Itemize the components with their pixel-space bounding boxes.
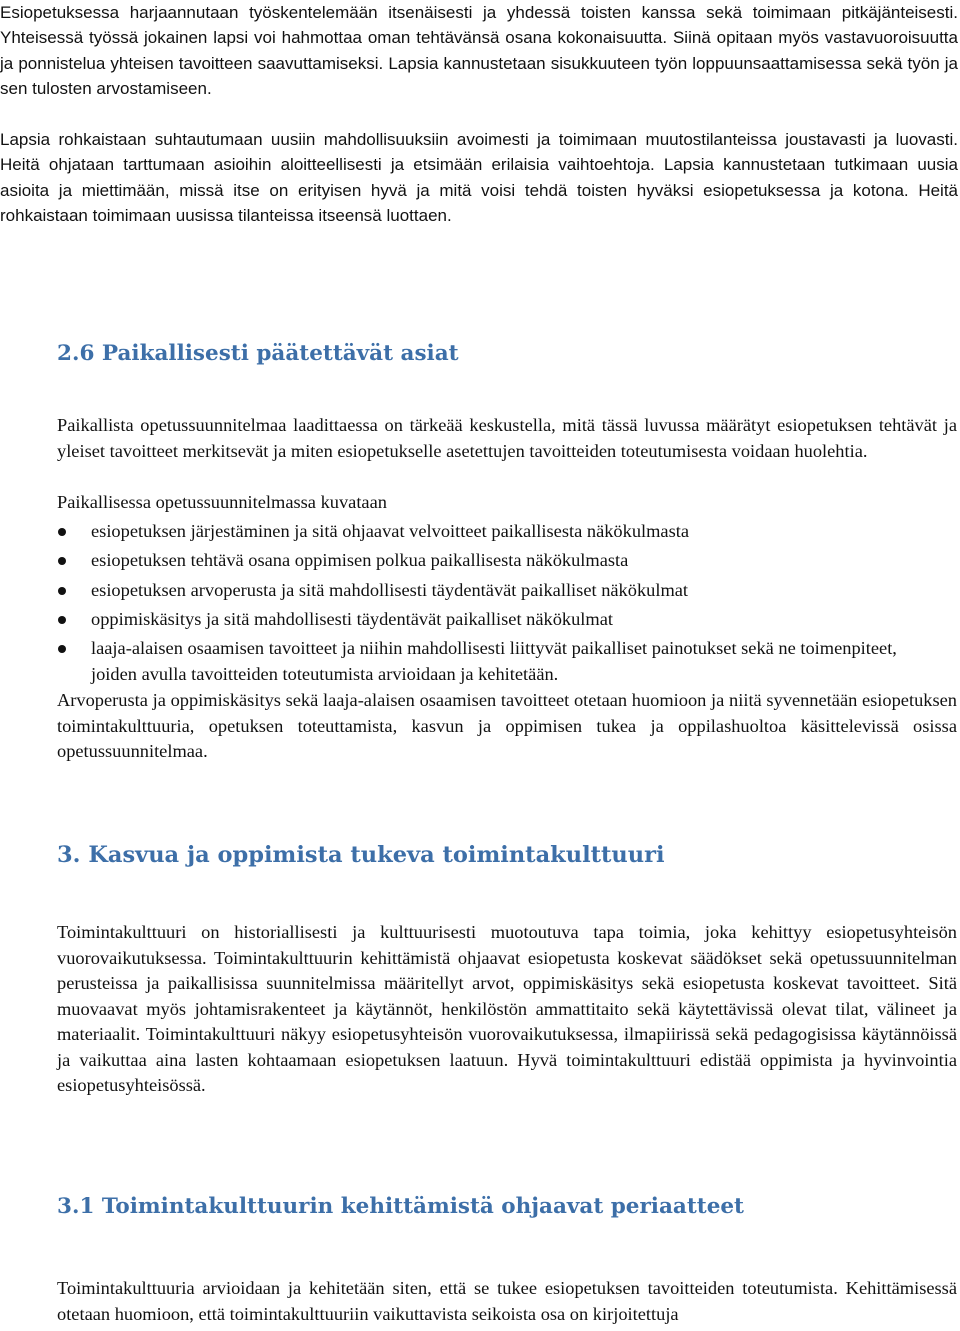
section-heading-3-1: 3.1 Toimintakulttuurin kehittämistä ohjaavat periaatteet — [57, 1194, 744, 1219]
paragraph-working-together: Esiopetuksessa harjaannutaan työskentelemään itsenäisesti ja yhdessä toisten kanssa sekä toimimaan pitkäjänteisesti. Yhteisessä työssä jokainen lapsi voi hahmottaa oman tehtävänsä osana kokonaisuutta. Siinä opitaan myös vastavuoroisuutta ja ponnistelua yhteisen tavoitteen saavuttamiseksi. Lapsia kannustetaan sisukkuuteen työn loppuunsaattamisessa sekä työn ja sen tulosten arvostamiseen. — [0, 3, 958, 98]
section-heading-2-6: 2.6 Paikallisesti päätettävät asiat — [57, 341, 459, 366]
bullet-icon — [58, 557, 66, 565]
list-item: laaja-alaisen osaamisen tavoitteet ja niihin mahdollisesti liittyvät paikalliset painotukset sekä ne toimenpiteet, joiden avulla tavoitteiden toteutumista arvioidaan ja kehitetään. — [57, 636, 947, 687]
paragraph-local-curriculum: Paikallista opetussuunnitelmaa laadittaessa on tärkeää keskustella, mitä tässä luvussa määrätyt esiopetuksen tehtävät ja yleiset tavoitteet merkitsevät ja miten esiopetukselle asetettujen tavoitteiden toteutumisesta voidaan huolehtia. — [57, 415, 957, 461]
bullet-icon — [58, 645, 66, 653]
paragraph-new-opportunities: Lapsia rohkaistaan suhtautumaan uusiin mahdollisuuksiin avoimesti ja toimimaan muutostilanteissa joustavasti ja luovasti. Heitä ohjataan tarttumaan asioihin aloitteellisesti ja etsimään erilaisia vaihtoehtoja. Lapsia kannustetaan tutkimaan uusia asioita ja miettimään, missä itse on erityisen hyvä ja mitä voisi tehdä toisten hyväksi esiopetuksessa ja kotona. Heitä rohkaistaan toimimaan uusissa tilanteissa itseensä luottaen. — [0, 130, 958, 225]
bullet-icon — [58, 616, 66, 624]
list-item: esiopetuksen järjestäminen ja sitä ohjaavat velvoitteet paikallisesta näkökulmasta — [57, 519, 947, 545]
bullet-icon — [58, 528, 66, 536]
paragraph-operating-culture: Toimintakulttuuri on historiallisesti ja kulttuurisesti muotoutuva tapa toimia, joka kehittyy esiopetusyhteisön vuorovaikutuksessa. Toimintakulttuurin kehittämistä ohjaavat esiopetusta koskevat säädökset sekä opetussuunnitelman perusteissa ja paikallisissa suunnitelmissa määritellyt arvot, oppimiskäsitys sekä esiopetusta koskevat tavoitteet. Sitä muovaavat myös johtamisrakenteet ja käytännöt, henkilöstön ammattitaito sekä käytettävissä olevat tilat, välineet ja materiaalit. Toimintakulttuuri näkyy esiopetusyhteisön vuorovaikutuksessa, ilmapiirissä sekä pedagogisissa käytännöissä ja vaikuttaa aina lasten kohtaamaan esiopetuksen laatuun. Hyvä toimintakulttuuri edistää oppimista ja hyvinvointia esiopetusyhteisössä. — [57, 922, 957, 1095]
list-intro: Paikallisessa opetussuunnitelmassa kuvataan — [57, 492, 387, 512]
section-heading-3: 3. Kasvua ja oppimista tukeva toimintakulttuuri — [57, 842, 665, 868]
bullet-icon — [58, 587, 66, 595]
paragraph-values-basis: Arvoperusta ja oppimiskäsitys sekä laaja-alaisen osaamisen tavoitteet otetaan huomioon ja niitä syvennetään esiopetuksen toimintakulttuuria, opetuksen toteuttamista, kasvun ja oppimisen tukea ja oppilashuoltoa käsittelevissä osissa opetussuunnitelmaa. — [57, 690, 957, 761]
bullet-list — [57, 519, 947, 691]
list-item: esiopetuksen tehtävä osana oppimisen polkua paikallisesta näkökulmasta — [57, 548, 947, 574]
list-item: oppimiskäsitys ja sitä mahdollisesti täydentävät paikalliset näkökulmat — [57, 607, 947, 633]
paragraph-development-principles: Toimintakulttuuria arvioidaan ja kehitetään siten, että se tukee esiopetuksen tavoitteiden toteutumista. Kehittämisessä otetaan huomioon, että toimintakulttuuriin vaikuttavista seikoista osa on kirjoitettuja — [57, 1278, 957, 1324]
list-item: esiopetuksen arvoperusta ja sitä mahdollisesti täydentävät paikalliset näkökulmat — [57, 578, 947, 604]
